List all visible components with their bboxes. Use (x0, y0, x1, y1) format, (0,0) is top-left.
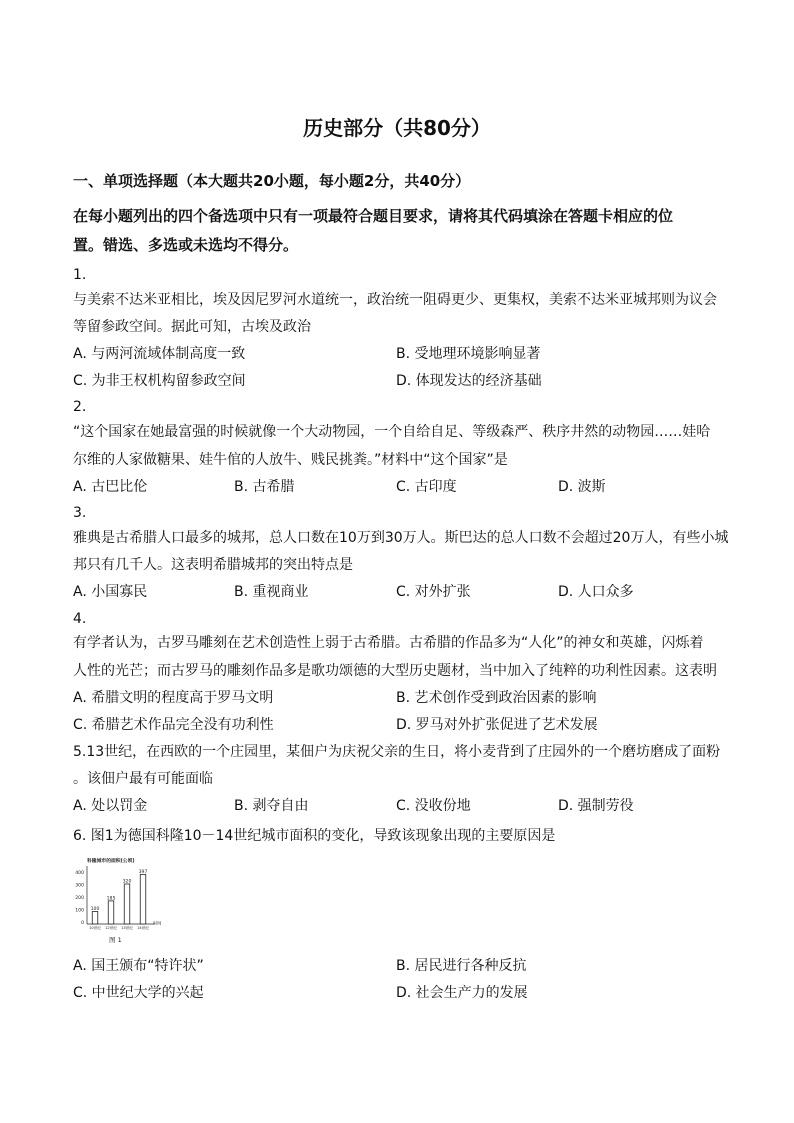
option-c: C. 对外扩张 (396, 584, 471, 600)
bar-value-label: 185 (106, 896, 116, 902)
question-number: 3. (73, 505, 87, 521)
option-d: D. 强制劳役 (558, 798, 634, 814)
chart-bars (91, 869, 148, 924)
question-stem-line: 等留参政空间。据此可知，古埃及政治 (73, 319, 311, 335)
option-b: B. 受地理环境影响显著 (396, 346, 541, 362)
x-tick-label: 12世纪 (105, 926, 117, 930)
chart-y-axis (75, 866, 87, 926)
option-a: A. 国王颁布“特许状” (73, 958, 204, 974)
question-stem-line: 。该佃户最有可能面临 (73, 771, 213, 787)
bar (108, 901, 114, 924)
question-stem-line: 6. 图1为德国科隆10－14世纪城市面积的变化，导致该现象出现的主要原因是 (73, 828, 556, 844)
bar (124, 884, 130, 924)
question-stem-line: 5.13世纪，在西欧的一个庄园里，某佃户为庆祝父亲的生日，将小麦背到了庄园外的一个磨坊磨成了面粉 (73, 744, 721, 760)
option-b: B. 居民进行各种反抗 (396, 958, 527, 974)
question-number: 4. (73, 611, 87, 627)
page-title: 历史部分（共80分） (303, 116, 491, 140)
option-a: A. 处以罚金 (73, 798, 148, 814)
y-tick-label: 400 (75, 871, 84, 876)
chart-title: 科隆城市的面积(公顷) (87, 859, 135, 864)
figure-1-bar-chart (73, 856, 161, 946)
chart-x-labels (89, 925, 149, 930)
section-instruction-line2: 置。错选、多选或未选均不得分。 (73, 236, 299, 254)
option-d: D. 社会生产力的发展 (396, 985, 528, 1001)
figure-caption: 图 1 (109, 936, 122, 944)
y-tick-label: 300 (75, 883, 84, 889)
option-b: B. 古希腊 (234, 479, 295, 495)
y-tick-label: 200 (75, 896, 84, 901)
option-a: A. 与两河流域体制高度一致 (73, 346, 246, 362)
question-stem-line: 邦只有几千人。这表明希腊城邦的突出特点是 (73, 557, 353, 573)
section-instruction-line1: 在每小题列出的四个备选项中只有一项最符合题目要求，请将其代码填涂在答题卡相应的位 (73, 207, 674, 225)
question-stem-line: 人性的光芒；而古罗马的雕刻作品多是歌功颂德的大型历史题材，当中加入了纯粹的功利性因素。这表明 (73, 663, 717, 679)
bar (140, 874, 146, 924)
option-d: D. 罗马对外扩张促进了艺术发展 (396, 717, 598, 733)
question-number: 1. (73, 267, 87, 283)
question-stem-line: “这个国家在她最富强的时候就像一个大动物园，一个自给自足、等级森严、秩序井然的动物园……娃哈 (73, 424, 711, 440)
question-stem-line: 尔维的人家做糖果、娃牛倌的人放牛、贱民挑粪。”材料中“这个国家”是 (73, 452, 508, 468)
question-stem-line: 雅典是古希腊人口最多的城邦，总人口数在10万到30万人。斯巴达的总人口数不会超过20万人，有些小城 (73, 530, 729, 546)
y-tick-label: 100 (75, 908, 84, 914)
option-c: C. 中世纪大学的兴起 (73, 985, 204, 1001)
y-tick-label: 0 (81, 921, 84, 926)
section-heading: 一、单项选择题（本大题共20小题，每小题2分，共40分） (73, 172, 471, 190)
bar (92, 912, 98, 925)
option-a: A. 希腊文明的程度高于罗马文明 (73, 690, 274, 706)
option-a: A. 古巴比伦 (73, 479, 148, 495)
option-a: A. 小国寡民 (73, 584, 148, 600)
x-tick-label: 14世纪 (137, 926, 149, 930)
bar-value-label: 100 (90, 907, 100, 912)
option-c: C. 没收份地 (396, 798, 471, 814)
bar-value-label: 320 (122, 879, 132, 885)
question-stem-line: 与美索不达米亚相比，埃及因尼罗河水道统一，政治统一阻碍更少、更集权，美索不达米亚城邦则为议会 (73, 292, 717, 308)
option-c: C. 古印度 (396, 479, 457, 495)
option-d: D. 波斯 (558, 479, 606, 495)
option-c: C. 希腊艺术作品完全没有功利性 (73, 717, 274, 733)
question-number: 2. (73, 399, 87, 415)
option-c: C. 为非王权机构留参政空间 (73, 373, 246, 389)
option-d: D. 体现发达的经济基础 (396, 373, 542, 389)
question-stem-line: 有学者认为，古罗马雕刻在艺术创造性上弱于古希腊。古希腊的作品多为“人化”的神女和英雄，闪烁着 (73, 635, 704, 651)
option-b: B. 重视商业 (234, 584, 309, 600)
x-tick-label: 10世纪 (89, 926, 101, 930)
option-b: B. 艺术创作受到政治因素的影响 (396, 690, 597, 706)
option-b: B. 剥夺自由 (234, 798, 309, 814)
x-axis-label: 时间 (153, 920, 161, 926)
bar-value-label: 397 (138, 869, 148, 875)
option-d: D. 人口众多 (558, 584, 634, 600)
x-tick-label: 13世纪 (121, 926, 133, 930)
